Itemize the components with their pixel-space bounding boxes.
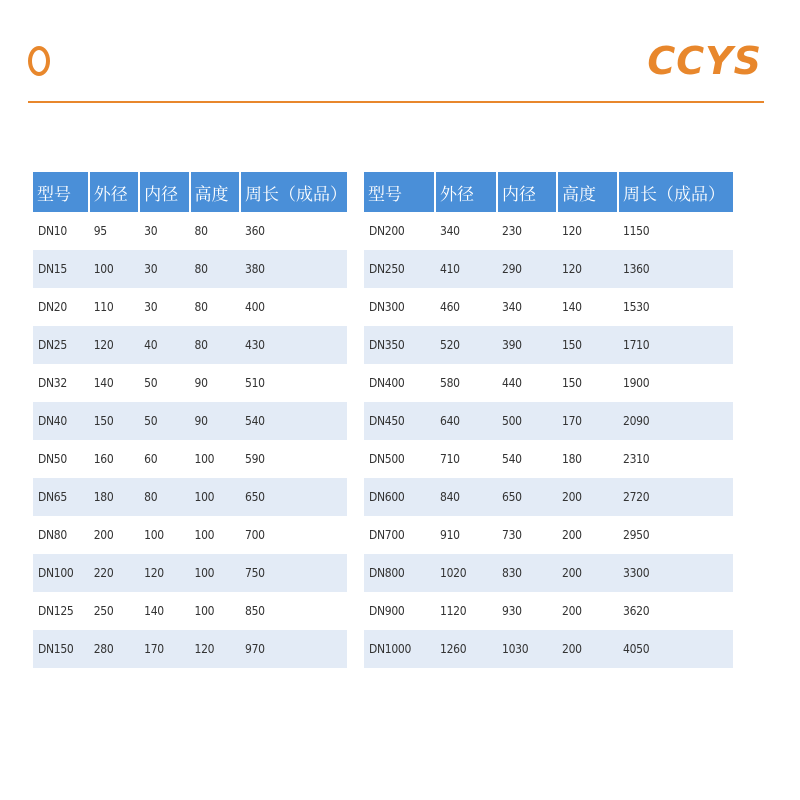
header-cell-model: 型号: [364, 172, 435, 212]
cell-model: DN125: [33, 592, 89, 630]
cell-perimeter: 510: [240, 364, 347, 402]
cell-model: DN150: [33, 630, 89, 668]
cell-inner-diameter: 170: [139, 630, 189, 668]
cell-model: DN25: [33, 326, 89, 364]
cell-model: DN32: [33, 364, 89, 402]
header-cell-model: 型号: [33, 172, 89, 212]
cell-outer-diameter: 180: [89, 478, 139, 516]
table-row: [364, 478, 733, 516]
cell-outer-diameter: 120: [89, 326, 139, 364]
cell-perimeter: 1150: [618, 212, 733, 250]
cell-outer-diameter: 140: [89, 364, 139, 402]
cell-outer-diameter: 100: [89, 250, 139, 288]
header-divider: [28, 101, 764, 103]
brand-logo: CCYS: [647, 39, 762, 83]
cell-outer-diameter: 580: [435, 364, 497, 402]
table-row: [33, 592, 347, 630]
cell-perimeter: 2950: [618, 516, 733, 554]
cell-height: 140: [557, 288, 618, 326]
cell-inner-diameter: 340: [497, 288, 557, 326]
cell-height: 120: [190, 630, 240, 668]
cell-perimeter: 750: [240, 554, 347, 592]
cell-inner-diameter: 140: [139, 592, 189, 630]
table-row: [33, 250, 347, 288]
cell-height: 180: [557, 440, 618, 478]
table-row: [33, 630, 347, 668]
cell-perimeter: 1710: [618, 326, 733, 364]
cell-inner-diameter: 650: [497, 478, 557, 516]
cell-outer-diameter: 160: [89, 440, 139, 478]
cell-inner-diameter: 50: [139, 364, 189, 402]
header-cell-outer-diameter: 外径: [435, 172, 497, 212]
cell-height: 120: [557, 250, 618, 288]
cell-inner-diameter: 30: [139, 288, 189, 326]
cell-perimeter: 1530: [618, 288, 733, 326]
header-cell-perimeter: 周长（成品）: [618, 172, 733, 212]
cell-model: DN200: [364, 212, 435, 250]
cell-outer-diameter: 1120: [435, 592, 497, 630]
cell-model: DN80: [33, 516, 89, 554]
cell-model: DN300: [364, 288, 435, 326]
cell-inner-diameter: 30: [139, 212, 189, 250]
cell-model: DN700: [364, 516, 435, 554]
cell-inner-diameter: 50: [139, 402, 189, 440]
cell-outer-diameter: 640: [435, 402, 497, 440]
table-row: [33, 288, 347, 326]
cell-model: DN800: [364, 554, 435, 592]
cell-perimeter: 360: [240, 212, 347, 250]
cell-model: DN40: [33, 402, 89, 440]
cell-height: 200: [557, 630, 618, 668]
cell-perimeter: 590: [240, 440, 347, 478]
cell-perimeter: 1900: [618, 364, 733, 402]
cell-model: DN10: [33, 212, 89, 250]
cell-outer-diameter: 460: [435, 288, 497, 326]
cell-height: 80: [190, 250, 240, 288]
cell-perimeter: 400: [240, 288, 347, 326]
cell-height: 80: [190, 326, 240, 364]
cell-height: 150: [557, 326, 618, 364]
cell-inner-diameter: 60: [139, 440, 189, 478]
table-row: [364, 212, 733, 250]
cell-inner-diameter: 230: [497, 212, 557, 250]
cell-height: 200: [557, 516, 618, 554]
cell-height: 200: [557, 478, 618, 516]
table-row: [364, 288, 733, 326]
cell-model: DN65: [33, 478, 89, 516]
table-row: [33, 402, 347, 440]
header-cell-inner-diameter: 内径: [139, 172, 189, 212]
table-row: [33, 554, 347, 592]
cell-outer-diameter: 150: [89, 402, 139, 440]
cell-inner-diameter: 390: [497, 326, 557, 364]
cell-height: 80: [190, 212, 240, 250]
cell-height: 100: [190, 554, 240, 592]
cell-outer-diameter: 840: [435, 478, 497, 516]
cell-height: 100: [190, 592, 240, 630]
table-row: [364, 440, 733, 478]
cell-model: DN1000: [364, 630, 435, 668]
header-cell-outer-diameter: 外径: [89, 172, 139, 212]
cell-inner-diameter: 440: [497, 364, 557, 402]
cell-height: 200: [557, 592, 618, 630]
cell-height: 200: [557, 554, 618, 592]
table-row: [364, 554, 733, 592]
spec-table-left: [33, 172, 347, 668]
cell-outer-diameter: 220: [89, 554, 139, 592]
cell-inner-diameter: 930: [497, 592, 557, 630]
cell-outer-diameter: 280: [89, 630, 139, 668]
cell-outer-diameter: 520: [435, 326, 497, 364]
cell-model: DN350: [364, 326, 435, 364]
header-cell-perimeter: 周长（成品）: [240, 172, 347, 212]
cell-perimeter: 1360: [618, 250, 733, 288]
cell-height: 120: [557, 212, 618, 250]
logo-o-icon: [28, 46, 50, 76]
cell-outer-diameter: 1020: [435, 554, 497, 592]
spec-table-right: [364, 172, 733, 668]
table-row: [364, 402, 733, 440]
cell-height: 100: [190, 516, 240, 554]
cell-inner-diameter: 40: [139, 326, 189, 364]
cell-inner-diameter: 30: [139, 250, 189, 288]
header-cell-height: 高度: [190, 172, 240, 212]
cell-height: 80: [190, 288, 240, 326]
cell-perimeter: 850: [240, 592, 347, 630]
cell-perimeter: 3300: [618, 554, 733, 592]
cell-perimeter: 4050: [618, 630, 733, 668]
cell-perimeter: 2720: [618, 478, 733, 516]
cell-perimeter: 380: [240, 250, 347, 288]
cell-perimeter: 970: [240, 630, 347, 668]
cell-inner-diameter: 100: [139, 516, 189, 554]
cell-model: DN900: [364, 592, 435, 630]
table-row: [33, 326, 347, 364]
cell-height: 150: [557, 364, 618, 402]
cell-perimeter: 700: [240, 516, 347, 554]
cell-inner-diameter: 730: [497, 516, 557, 554]
cell-perimeter: 650: [240, 478, 347, 516]
cell-inner-diameter: 540: [497, 440, 557, 478]
table-row: [364, 250, 733, 288]
cell-model: DN400: [364, 364, 435, 402]
cell-model: DN250: [364, 250, 435, 288]
cell-perimeter: 540: [240, 402, 347, 440]
cell-inner-diameter: 830: [497, 554, 557, 592]
cell-outer-diameter: 910: [435, 516, 497, 554]
cell-inner-diameter: 120: [139, 554, 189, 592]
cell-inner-diameter: 1030: [497, 630, 557, 668]
table-row: [33, 478, 347, 516]
cell-outer-diameter: 250: [89, 592, 139, 630]
cell-model: DN600: [364, 478, 435, 516]
cell-perimeter: 2090: [618, 402, 733, 440]
cell-height: 100: [190, 440, 240, 478]
cell-perimeter: 2310: [618, 440, 733, 478]
table-row: [364, 326, 733, 364]
cell-outer-diameter: 95: [89, 212, 139, 250]
cell-outer-diameter: 410: [435, 250, 497, 288]
cell-model: DN500: [364, 440, 435, 478]
cell-perimeter: 430: [240, 326, 347, 364]
cell-model: DN50: [33, 440, 89, 478]
table-row: [364, 592, 733, 630]
table-header-row: [33, 172, 347, 212]
header-cell-height: 高度: [557, 172, 618, 212]
cell-inner-diameter: 80: [139, 478, 189, 516]
table-row: [33, 440, 347, 478]
cell-height: 170: [557, 402, 618, 440]
table-row: [33, 212, 347, 250]
table-row: [33, 516, 347, 554]
cell-model: DN100: [33, 554, 89, 592]
table-row: [364, 364, 733, 402]
header-cell-inner-diameter: 内径: [497, 172, 557, 212]
cell-model: DN20: [33, 288, 89, 326]
cell-perimeter: 3620: [618, 592, 733, 630]
cell-height: 100: [190, 478, 240, 516]
table-header-row: [364, 172, 733, 212]
cell-inner-diameter: 290: [497, 250, 557, 288]
cell-height: 90: [190, 364, 240, 402]
cell-outer-diameter: 1260: [435, 630, 497, 668]
cell-inner-diameter: 500: [497, 402, 557, 440]
table-row: [33, 364, 347, 402]
table-row: [364, 516, 733, 554]
cell-outer-diameter: 200: [89, 516, 139, 554]
cell-outer-diameter: 710: [435, 440, 497, 478]
cell-outer-diameter: 340: [435, 212, 497, 250]
cell-outer-diameter: 110: [89, 288, 139, 326]
table-row: [364, 630, 733, 668]
cell-height: 90: [190, 402, 240, 440]
cell-model: DN15: [33, 250, 89, 288]
cell-model: DN450: [364, 402, 435, 440]
